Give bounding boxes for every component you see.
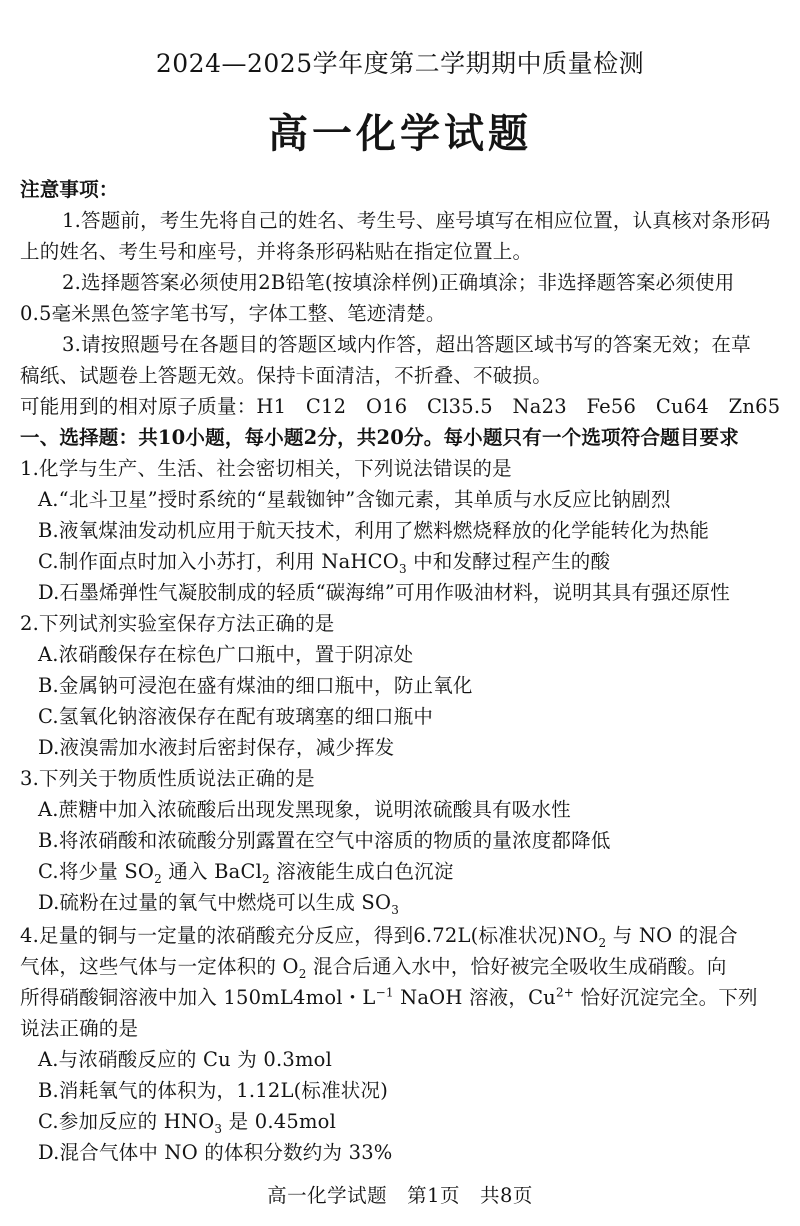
question-1-option-b: B.液氧煤油发动机应用于航天技术，利用了燃料燃烧释放的化学能转化为热能 xyxy=(38,519,710,542)
question-3-option-b: B.将浓硝酸和浓硫酸分别露置在空气中溶质的物质的量浓度都降低 xyxy=(38,829,611,852)
question-2-stem: 2.下列试剂实验室保存方法正确的是 xyxy=(20,612,335,635)
atomic-masses: 可能用到的相对原子质量：H1 C12 O16 Cl35.5 Na23 Fe56 Cu64 Zn65 xyxy=(20,395,781,418)
exam-title: 高一化学试题 xyxy=(268,110,532,157)
question-2-option-c: C.氢氧化钠溶液保存在配有玻璃塞的细口瓶中 xyxy=(38,705,434,728)
question-1-option-c: C.制作面点时加入小苏打，利用 NaHCO$_3$ 中和发酵过程产生的酸 xyxy=(38,550,611,576)
question-4-option-d: D.混合气体中 NO 的体积分数约为 33% xyxy=(38,1141,393,1164)
notice-heading: 注意事项： xyxy=(20,178,119,201)
question-4-stem-line: 说法正确的是 xyxy=(20,1017,139,1040)
question-4-option-a: A.与浓硝酸反应的 Cu 为 0.3mol xyxy=(38,1048,333,1071)
question-4-option-b: B.消耗氧气的体积为，1.12L(标准状况) xyxy=(38,1079,389,1102)
section-heading: 一、选择题：共10小题，每小题2分，共20分。每小题只有一个选项符合题目要求 xyxy=(20,426,739,449)
question-3-option-c: C.将少量 $SO_2$ 通入 BaCl$_2$ 溶液能生成白色沉淀 xyxy=(38,860,454,886)
question-3-option-d: D.硫粉在过量的氧气中燃烧可以生成 $SO_3$ xyxy=(38,891,400,917)
question-4-stem-line: 4.足量的铜与一定量的浓硝酸充分反应，得到6.72L(标准状况)$NO_2$ 与 NO 的混合 xyxy=(20,924,738,950)
notice-line: 2.选择题答案必须使用2B铅笔(按填涂样例)正确填涂；非选择题答案必须使用 xyxy=(62,271,735,294)
notice-line: 上的姓名、考生号和座号，并将条形码粘贴在指定位置上。 xyxy=(20,240,533,263)
question-4-option-c: C.参加反应的 $HNO_3$ 是 0.45mol xyxy=(38,1110,337,1136)
question-4-stem-line: 所得硝酸铜溶液中加入 150mL4mol・$L^{-1}$ NaOH 溶液，$Cu^{2+}$ 恰好沉淀完全。下列 xyxy=(20,985,758,1009)
notice-line: 稿纸、试题卷上答题无效。保持卡面清洁，不折叠、不破损。 xyxy=(20,364,552,387)
question-3-option-a: A.蔗糖中加入浓硫酸后出现发黑现象，说明浓硫酸具有吸水性 xyxy=(38,798,571,821)
page-footer: 高一化学试题 第1页 共8页 xyxy=(267,1184,533,1207)
question-1-option-d: D.石墨烯弹性气凝胶制成的轻质“碳海绵”可用作吸油材料，说明其具有强还原性 xyxy=(38,581,730,604)
question-1-stem: 1.化学与生产、生活、社会密切相关，下列说法错误的是 xyxy=(20,457,512,480)
question-1-option-a: A.“北斗卫星”授时系统的“星载铷钟”含铷元素，其单质与水反应比钠剧烈 xyxy=(38,488,671,511)
notice-line: 3.请按照题号在各题目的答题区域内作答，超出答题区域书写的答案无效；在草 xyxy=(62,333,751,356)
question-3-stem: 3.下列关于物质性质说法正确的是 xyxy=(20,767,315,790)
notice-line: 1.答题前，考生先将自己的姓名、考生号、座号填写在相应位置，认真核对条形码 xyxy=(62,209,771,232)
question-2-option-d: D.液溴需加水液封后密封保存，减少挥发 xyxy=(38,736,395,759)
question-4-stem-line: 气体，这些气体与一定体积的 $O_2$ 混合后通入水中，恰好被完全吸收生成硝酸。向 xyxy=(20,955,727,981)
question-2-option-b: B.金属钠可浸泡在盛有煤油的细口瓶中，防止氧化 xyxy=(38,674,473,697)
notice-line: 0.5毫米黑色签字笔书写，字体工整、笔迹清楚。 xyxy=(20,302,446,325)
question-2-option-a: A.浓硝酸保存在棕色广口瓶中，置于阴凉处 xyxy=(38,643,414,666)
exam-header: 2024—2025学年度第二学期期中质量检测 xyxy=(155,49,645,78)
